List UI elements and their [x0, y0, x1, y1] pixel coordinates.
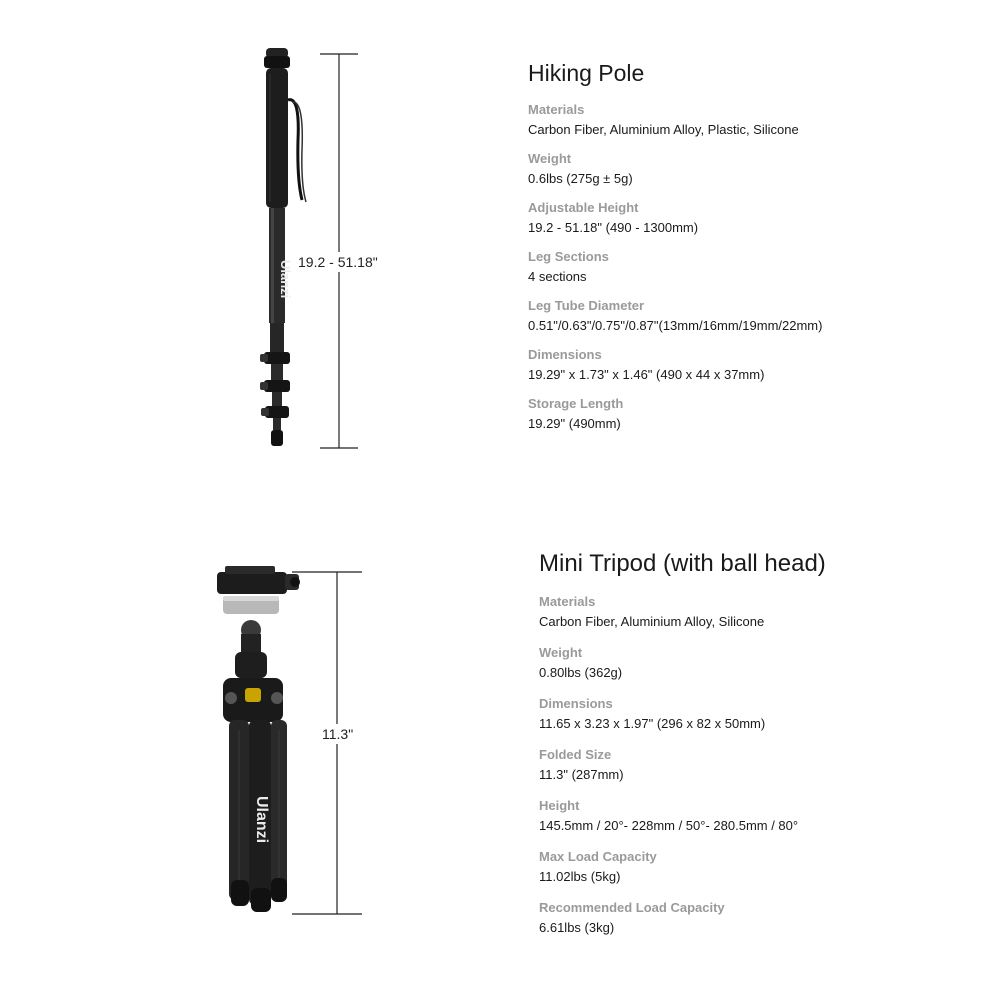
spec-label: Storage Length: [528, 396, 624, 411]
spec-value: 19.29" x 1.73" x 1.46" (490 x 44 x 37mm): [528, 367, 765, 382]
spec-value: 11.02lbs (5kg): [539, 869, 621, 884]
mini-tripod-spec-block: [539, 550, 826, 951]
spec-label: Weight: [539, 645, 583, 660]
hiking-pole-dimension-label: 19.2 - 51.18": [298, 254, 378, 270]
spec-value: 11.65 x 3.23 x 1.97" (296 x 82 x 50mm): [539, 716, 766, 731]
mini-tripod-dimension-line: [288, 570, 368, 920]
hiking-pole-spec-block: [528, 60, 822, 445]
spec-label: Weight: [528, 151, 572, 166]
spec-value: 11.3" (287mm): [539, 767, 624, 782]
mini-tripod-title: Mini Tripod (with ball head): [539, 550, 826, 577]
hiking-pole-illustration: [240, 40, 320, 460]
hiking-pole-brand-logo: Ulanzi: [278, 260, 293, 299]
spec-value: 19.29" (490mm): [528, 416, 621, 431]
spec-value: 0.6lbs (275g ± 5g): [528, 171, 633, 186]
spec-value: 4 sections: [528, 269, 587, 284]
spec-label: Height: [539, 798, 580, 813]
spec-value: Carbon Fiber, Aluminium Alloy, Plastic, Silicone: [528, 122, 799, 137]
spec-value: 145.5mm / 20°- 228mm / 50°- 280.5mm / 80°: [539, 818, 799, 833]
mini-tripod-dimension-label: 11.3": [322, 726, 354, 742]
spec-label: Folded Size: [539, 747, 612, 762]
spec-value: 0.80lbs (362g): [539, 665, 623, 680]
spec-value: Carbon Fiber, Aluminium Alloy, Silicone: [539, 614, 765, 629]
mini-tripod-brand-logo: Ulanzi: [253, 796, 270, 844]
spec-label: Dimensions: [528, 347, 602, 362]
spec-label: Materials: [528, 102, 585, 117]
hiking-pole-title: Hiking Pole: [528, 60, 645, 86]
spec-label: Dimensions: [539, 696, 613, 711]
spec-value: 0.51"/0.63"/0.75"/0.87"(13mm/16mm/19mm/22mm): [528, 318, 823, 333]
spec-label: Adjustable Height: [528, 200, 639, 215]
spec-label: Max Load Capacity: [539, 849, 657, 864]
spec-label: Leg Sections: [528, 249, 609, 264]
spec-value: 19.2 - 51.18" (490 - 1300mm): [528, 220, 699, 235]
spec-label: Recommended Load Capacity: [539, 900, 725, 915]
spec-label: Leg Tube Diameter: [528, 298, 645, 313]
spec-value: 6.61lbs (3kg): [539, 920, 615, 935]
spec-label: Materials: [539, 594, 596, 609]
